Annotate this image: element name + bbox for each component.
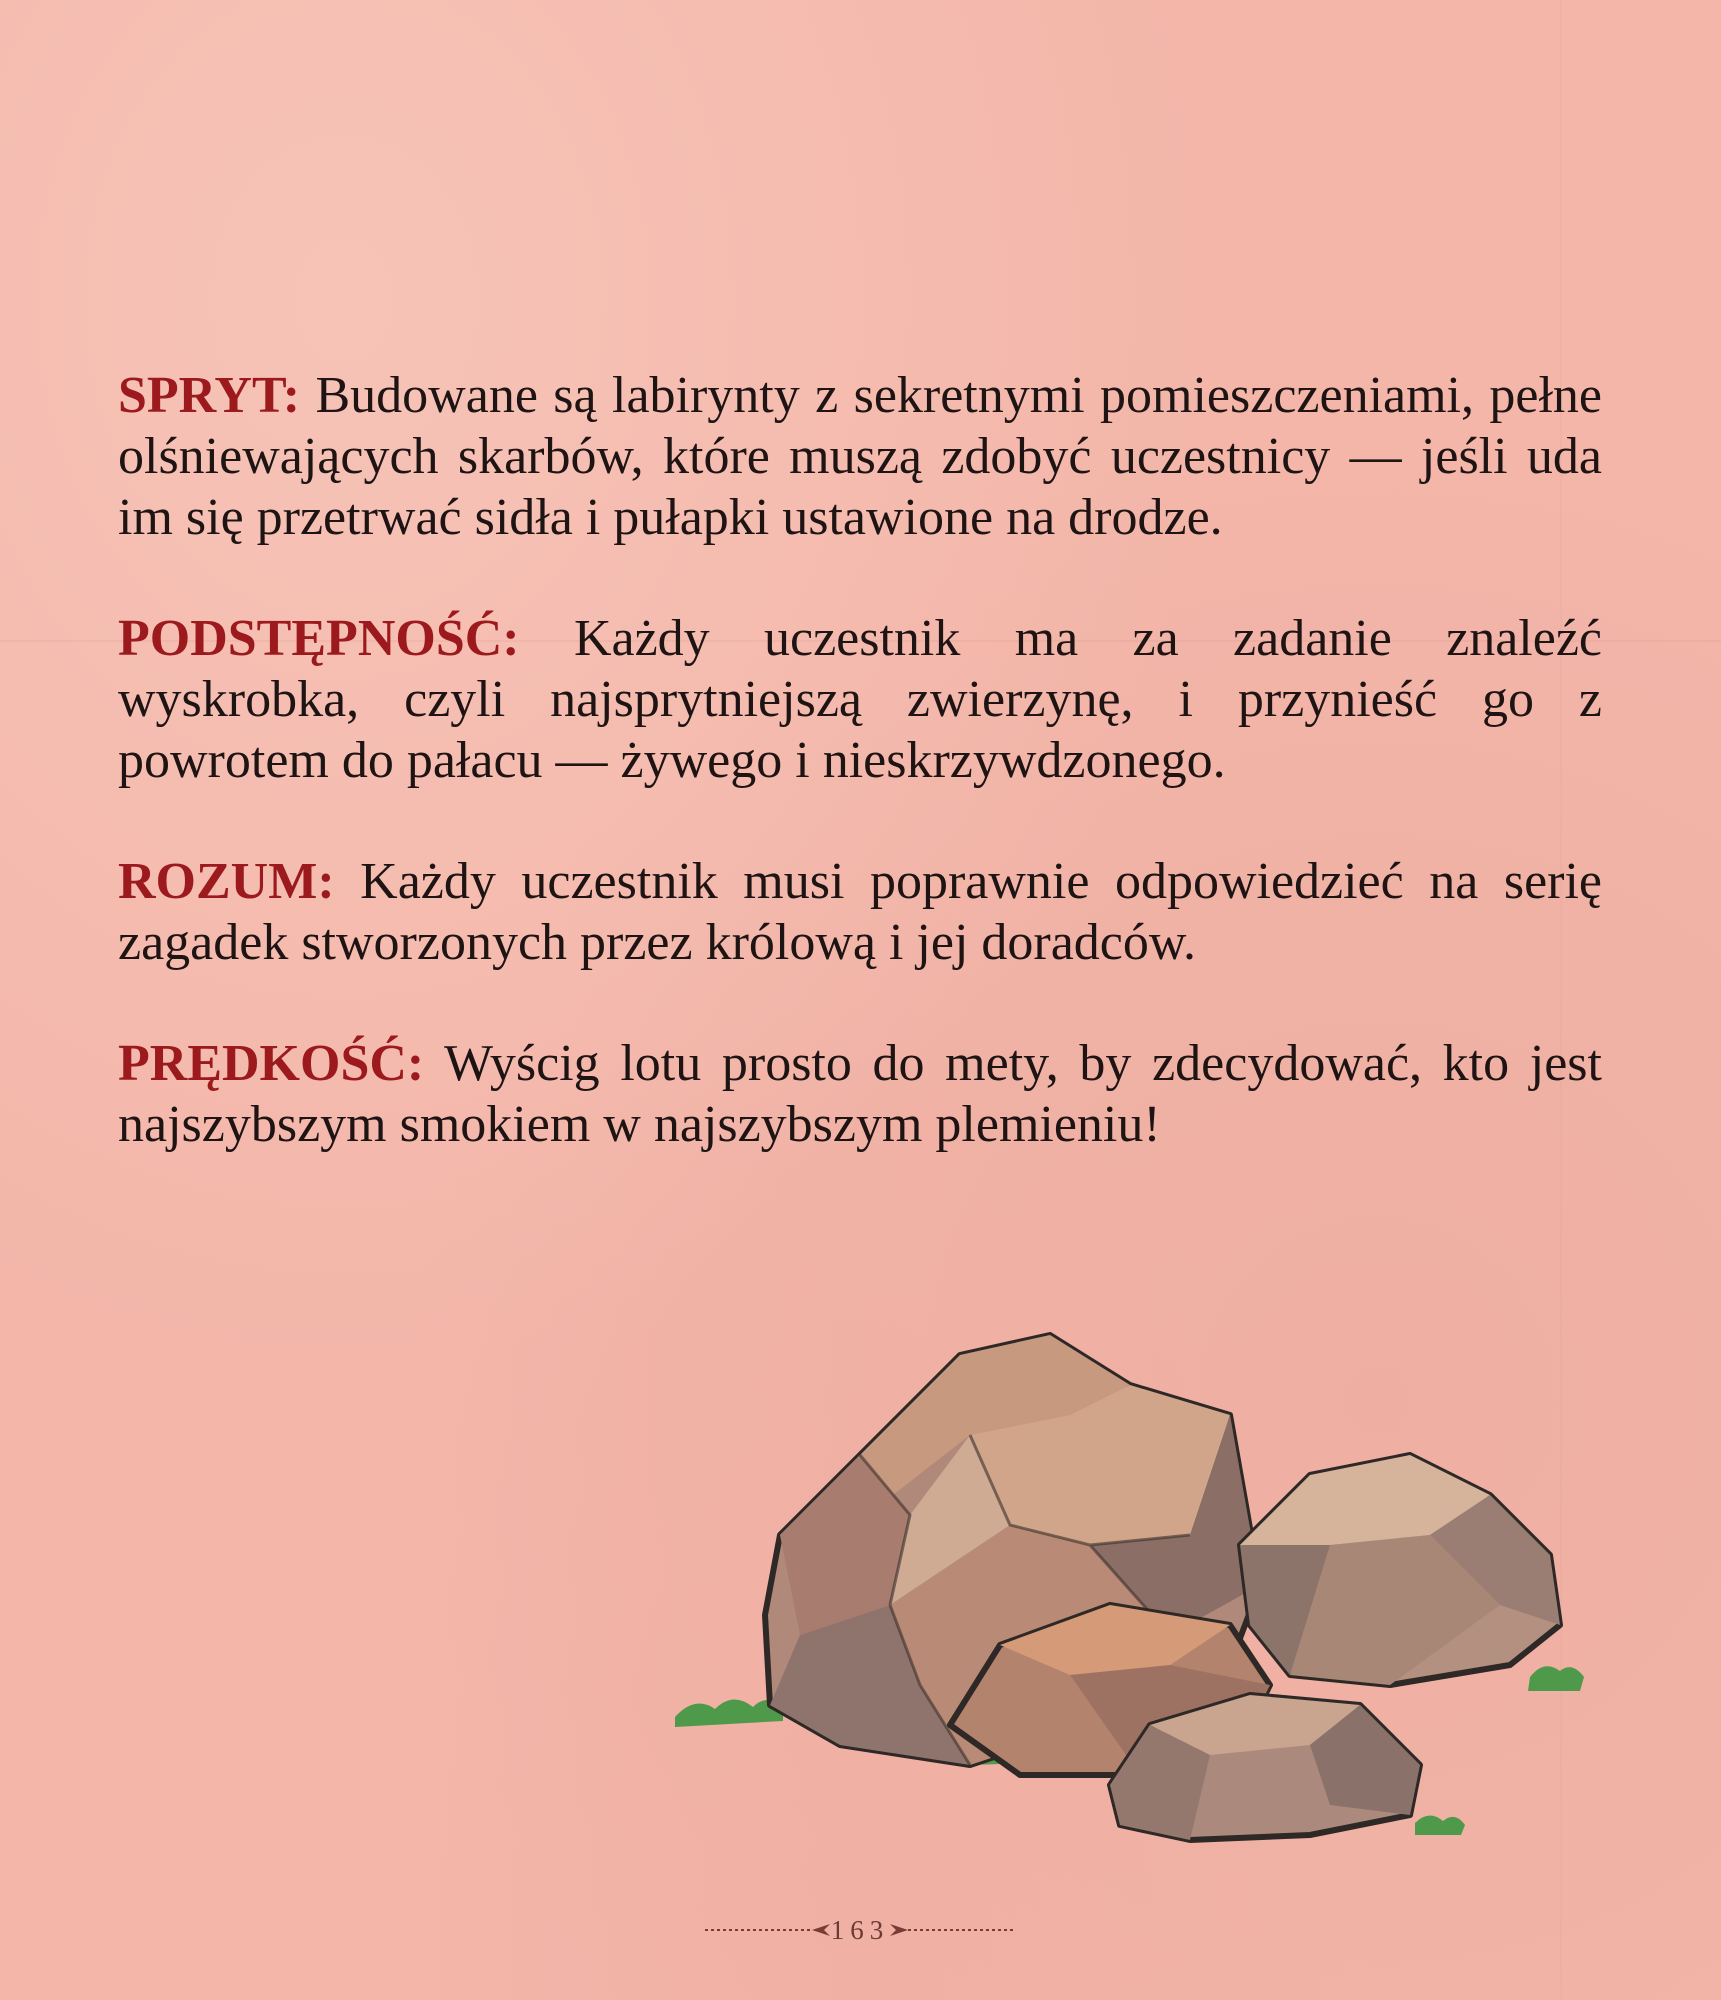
term-podstepnosc: PODSTĘPNOŚĆ: (118, 610, 520, 667)
paragraph-spryt (118, 365, 1602, 548)
page-footer (700, 1910, 1020, 1950)
term-spryt: SPRYT: (118, 367, 301, 424)
paragraph-text: Wyścig lotu prosto do mety, by zdecydować, kto jest najszybszym smokiem w najszybszym plemieniu! (118, 1035, 1602, 1153)
paragraph-text: Każdy uczestnik musi poprawnie odpowiedzieć na serię zagadek stworzonych przez królową i jej doradców. (118, 853, 1602, 971)
paragraph-podstepnosc (118, 608, 1602, 791)
main-text (118, 365, 1602, 1215)
term-rozum: ROZUM: (118, 853, 335, 910)
paragraph-text: Każdy uczestnik ma za zadanie znaleźć wyskrobka, czyli najsprytniejszą zwierzynę, i przynieść go z powrotem do pałacu — żywego i nieskrzywdzonego. (118, 610, 1602, 789)
paragraph-predkosc (118, 1033, 1602, 1155)
paragraph-rozum (118, 851, 1602, 973)
term-predkosc: PRĘDKOŚĆ: (118, 1035, 425, 1092)
paragraph-text: Budowane są labirynty z sekretnymi pomieszczeniami, pełne olśniewających skarbów, które muszą zdobyć uczestnicy — jeśli uda im się przetrwać sidła i pułapki ustawione na drodze. (118, 367, 1602, 546)
page-number: 163 (830, 1915, 890, 1945)
rocks-illustration (670, 1305, 1620, 1865)
